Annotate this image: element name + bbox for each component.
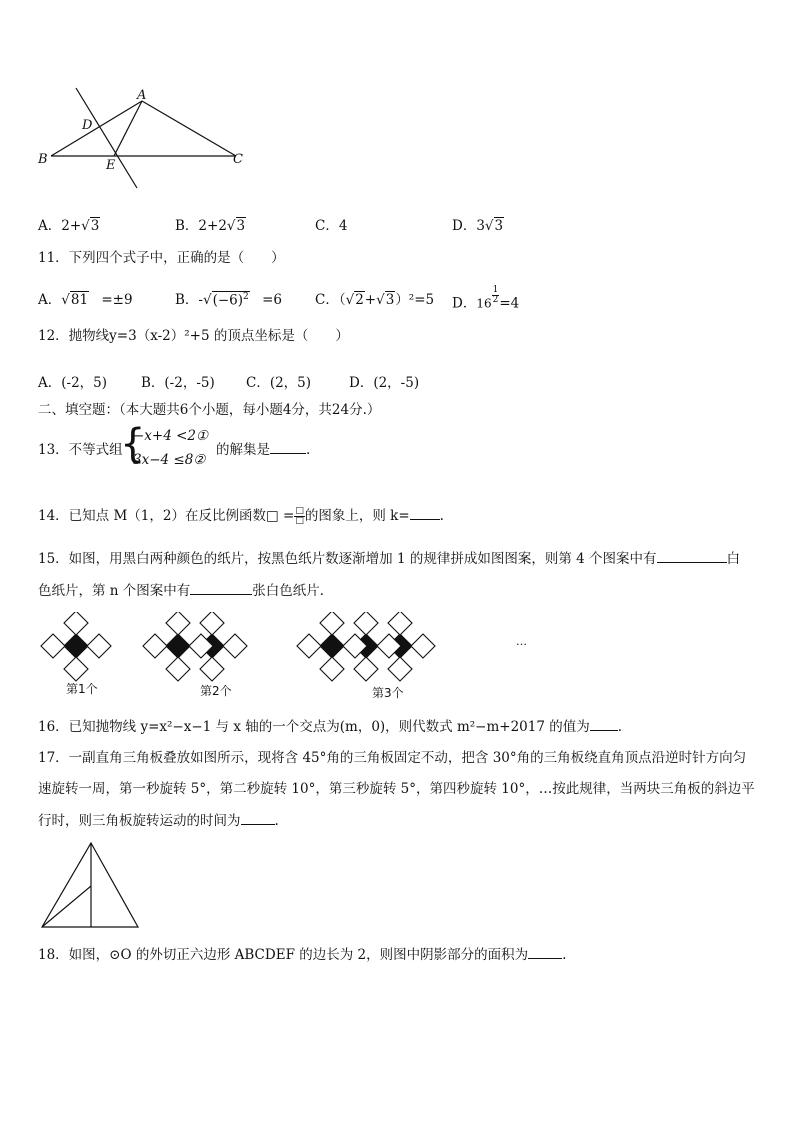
- q11-option-b: B．$-√(-6)^2 =6$: [175, 291, 282, 308]
- black-tile: [320, 634, 344, 658]
- q17-line-1: 17．一副直角三角板叠放如图所示，现将含 45°角的三角板固定不动，把含 30°角的三角板绕直角顶点沿逆时针方向匀: [38, 750, 747, 766]
- q10-option-a: A．2+√3: [38, 218, 100, 234]
- q10-option-b: B．2+2√3: [175, 218, 246, 234]
- q12-option-d: D．(2，-5): [349, 375, 420, 391]
- q13-inequality-1: −x+4 <2①: [133, 428, 209, 444]
- white-tile: [354, 657, 378, 681]
- q16-text: 16．已知抛物线 y=x²−x−1 与 x 轴的一个交点为(m，0)，则代数式 m²−m+2017 的值为 .: [38, 719, 623, 735]
- q13-suffix: 的解集是 .: [216, 442, 311, 458]
- q10-option-d: D．3√3: [452, 218, 504, 234]
- white-tile: [388, 612, 412, 635]
- white-tile: [297, 634, 321, 658]
- point-label-e: E: [106, 158, 116, 173]
- q15-line-1: 15．如图，用黑白两种颜色的纸片，按黑色纸片数逐渐增加 1 的规律拼成如图图案，则第 4 个图案中有 白: [38, 551, 741, 567]
- q11-stem: 11．下列四个式子中，正确的是（ ）: [38, 250, 285, 266]
- black-tile: [64, 634, 88, 658]
- q18-text: 18．如图，⊙O 的外切正六边形 ABCDEF 的边长为 2，则图中阴影部分的面积为 .: [38, 947, 567, 963]
- point-label-b: B: [38, 152, 48, 167]
- white-tile: [200, 612, 224, 635]
- q12-option-b: B．(-2，-5): [141, 375, 215, 391]
- pattern-caption-1: 第1个: [66, 682, 98, 696]
- point-label-a: A: [137, 88, 147, 103]
- white-tile: [320, 657, 344, 681]
- white-tile: [64, 657, 88, 681]
- white-tile: [143, 634, 167, 658]
- pattern-ellipsis: …: [516, 635, 527, 648]
- white-tile: [354, 612, 378, 635]
- white-tile: [388, 657, 412, 681]
- q14-text: 14．已知点 M（1，2）在反比例函数□ = $\frac{□}{□}$ 的图象上，则 k= .: [38, 506, 444, 526]
- white-tile: [223, 634, 247, 658]
- white-tile: [41, 634, 65, 658]
- pattern-figure: [36, 612, 536, 682]
- white-tile: [64, 612, 88, 635]
- white-tile: [166, 612, 190, 635]
- q12-stem: 12．抛物线y=3（x-2）²+5 的顶点坐标是（ ）: [38, 328, 349, 344]
- black-tile: [166, 634, 190, 658]
- q11-option-d: D．16 $\frac{1}{2}$ =4: [452, 285, 520, 312]
- white-tile: [411, 634, 435, 658]
- q11-option-a: A．√81 =±9: [38, 292, 133, 308]
- q12-option-c: C．(2，5): [246, 375, 312, 391]
- white-tile: [320, 612, 344, 635]
- white-tile: [87, 634, 111, 658]
- q17-line-2: 速旋转一周，第一秒旋转 5°，第二秒旋转 10°，第三秒旋转 5°，第四秒旋转 10°，…按此规律，当两块三角板的斜边平: [38, 781, 755, 797]
- white-tile: [200, 657, 224, 681]
- section-heading: 二、填空题：（本大题共6个小题，每小题4分，共24分.）: [38, 402, 381, 418]
- q11-option-c: C．（√2+√3）²=5: [315, 292, 435, 308]
- q17-line-3: 行时，则三角板旋转运动的时间为 .: [38, 813, 279, 829]
- white-tile: [166, 657, 190, 681]
- q13-prefix: 13．不等式组: [38, 442, 123, 458]
- point-label-c: C: [233, 152, 243, 167]
- q12-option-a: A．(-2，5): [38, 375, 108, 391]
- q13-inequality-2: 3x−4 ≤8②: [133, 452, 206, 468]
- triangle-set-figure: [38, 838, 144, 932]
- q15-line-2: 色纸片，第 n 个图案中有 张白色纸片．: [38, 583, 334, 599]
- pattern-caption-3: 第3个: [372, 686, 404, 700]
- q10-option-c: C．4: [315, 218, 348, 234]
- q13-brace: {: [120, 421, 146, 467]
- point-label-d: D: [82, 118, 93, 133]
- pattern-caption-2: 第2个: [200, 684, 232, 698]
